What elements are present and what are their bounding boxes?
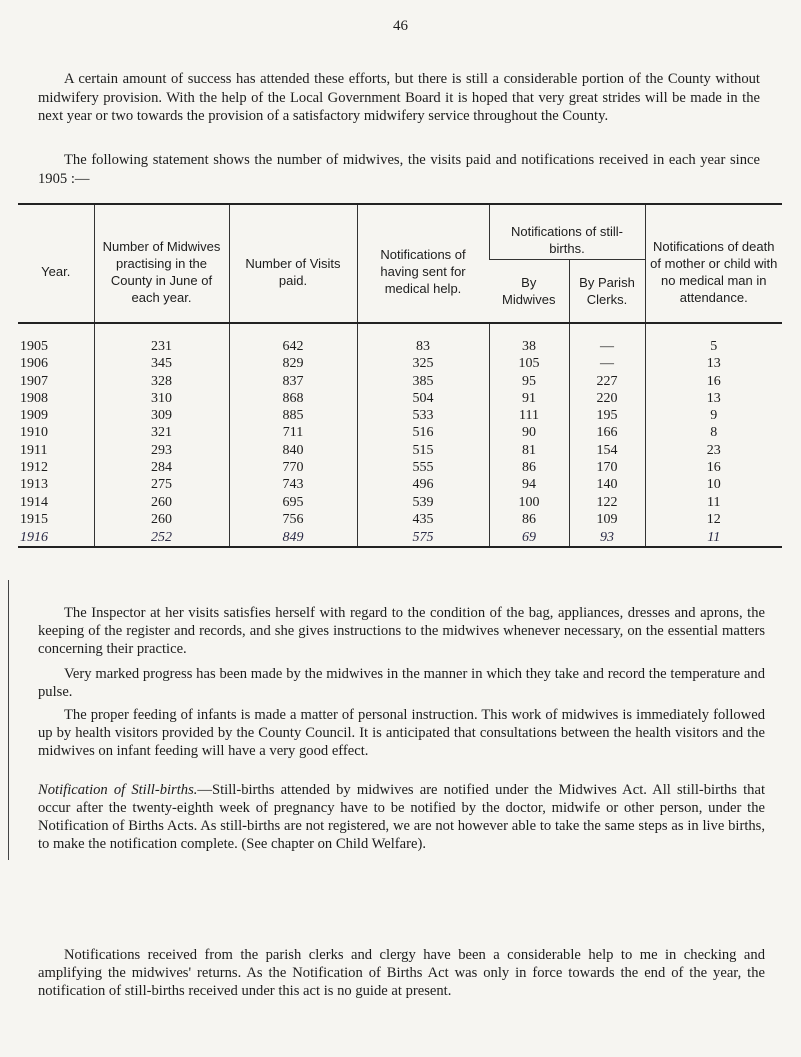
header-still-births: Notifications of still-births.	[489, 204, 645, 260]
cell-year: 1910	[20, 425, 48, 441]
intro-text-1: A certain amount of success has attended these efforts, but there is still a considerable portion of the County without midwifery provision. With the help of the Local Government Board it is hoped that very great strides will be made in the next year or two towards the provision of a satisfactory midwifery service throughout the County.	[38, 71, 760, 124]
cell-by-clerks: 109	[569, 511, 645, 528]
table-row	[18, 373, 782, 390]
paragraph-text: Notifications received from the parish clerks and clergy have been a considerable help to me in checking and amplifying the midwives' returns. As the Notification of Births Act was only in force towards the end of the year, the notification of still-births received under this act is no guide at present.	[38, 947, 765, 1000]
cell-deaths: 11	[645, 494, 782, 511]
cell-deaths: 23	[645, 442, 782, 459]
cell-midwives: 260	[94, 511, 229, 528]
paragraph-progress	[38, 665, 765, 701]
table-row	[18, 424, 782, 441]
cell-by-clerks: 122	[569, 494, 645, 511]
cell-visits: 756	[229, 511, 357, 528]
cell-by-clerks: 195	[569, 407, 645, 424]
cell-deaths: 13	[645, 355, 782, 372]
cell-deaths: 16	[645, 373, 782, 390]
paragraph-parish-clerks	[38, 946, 765, 1001]
cell-medical: 385	[357, 373, 489, 390]
cell-by-clerks: 166	[569, 424, 645, 441]
cell-midwives: 275	[94, 476, 229, 493]
table-row	[18, 476, 782, 493]
cell-midwives: 310	[94, 390, 229, 407]
header-visits: Number of Visits paid.	[229, 204, 357, 323]
notification-text: —Still-births attended by midwives are notified under the Midwives Act. All still-births that occur after the twenty-eighth week of pregnancy have to be notified by the doctor, midwife or other person, under the Notification of Births Acts. As still-births are not registered, we are not however able to take the same steps as in live births, to make the notification complete. (See chapter on Child Welfare).	[38, 781, 765, 853]
cell-visits: 695	[229, 494, 357, 511]
header-by-clerks: By Parish Clerks.	[569, 260, 645, 324]
paragraph-text: Very marked progress has been made by the midwives in the manner in which they take and record the temperature and pulse.	[38, 666, 765, 701]
table-row	[18, 459, 782, 476]
cell-deaths: 16	[645, 459, 782, 476]
cell-medical: 516	[357, 424, 489, 441]
cell-by-midwives: 86	[489, 511, 569, 528]
cell-visits: 829	[229, 355, 357, 372]
cell-by-clerks: —	[569, 355, 645, 372]
hand-deaths: 11	[645, 528, 782, 547]
cell-deaths: 13	[645, 390, 782, 407]
cell-year: 1906	[20, 356, 48, 372]
cell-medical: 533	[357, 407, 489, 424]
hand-by-clerks: 93	[569, 528, 645, 547]
cell-by-midwives: 94	[489, 476, 569, 493]
cell-visits: 743	[229, 476, 357, 493]
cell-deaths: 8	[645, 424, 782, 441]
cell-by-midwives: 105	[489, 355, 569, 372]
cell-by-midwives: 81	[489, 442, 569, 459]
cell-midwives: 293	[94, 442, 229, 459]
cell-visits: 837	[229, 373, 357, 390]
cell-by-clerks: 140	[569, 476, 645, 493]
cell-midwives: 284	[94, 459, 229, 476]
handwritten-row	[18, 528, 782, 547]
table-spacer-row	[18, 323, 782, 338]
handwritten-annotation-line	[38, 761, 765, 781]
table-row	[18, 511, 782, 528]
hand-midwives: 252	[94, 528, 229, 547]
cell-by-midwives: 100	[489, 494, 569, 511]
hand-by-midwives: 69	[489, 528, 569, 547]
cell-medical: 539	[357, 494, 489, 511]
cell-by-clerks: 154	[569, 442, 645, 459]
cell-by-clerks: 227	[569, 373, 645, 390]
cell-visits: 642	[229, 338, 357, 355]
paragraph-inspector	[38, 604, 765, 659]
page-number: 46	[393, 18, 408, 34]
cell-midwives: 260	[94, 494, 229, 511]
cell-year: 1907	[20, 373, 48, 389]
table-row	[18, 355, 782, 372]
cell-year: 1913	[20, 477, 48, 493]
cell-by-clerks: —	[569, 338, 645, 355]
cell-medical: 83	[357, 338, 489, 355]
cell-medical: 504	[357, 390, 489, 407]
table-row	[18, 442, 782, 459]
cell-deaths: 12	[645, 511, 782, 528]
cell-year: 1912	[20, 460, 48, 476]
table-row	[18, 390, 782, 407]
intro-text-2: The following statement shows the number of midwives, the visits paid and notifications received in each year since 1905 :—	[38, 152, 760, 187]
cell-visits: 868	[229, 390, 357, 407]
paragraph-feeding	[38, 706, 765, 853]
cell-by-clerks: 170	[569, 459, 645, 476]
cell-by-midwives: 86	[489, 459, 569, 476]
cell-by-midwives: 95	[489, 373, 569, 390]
cell-year: 1905	[20, 339, 48, 354]
table-row	[18, 338, 782, 355]
cell-medical: 496	[357, 476, 489, 493]
header-by-midwives: By Midwives	[489, 260, 569, 324]
cell-by-midwives: 111	[489, 407, 569, 424]
cell-visits: 885	[229, 407, 357, 424]
cell-medical: 325	[357, 355, 489, 372]
cell-year: 1915	[20, 511, 48, 527]
notification-title: Notification of Still-births.	[38, 781, 198, 798]
cell-deaths: 5	[645, 338, 782, 355]
cell-visits: 840	[229, 442, 357, 459]
cell-midwives: 321	[94, 424, 229, 441]
cell-by-clerks: 220	[569, 390, 645, 407]
midwives-statistics-table	[18, 203, 782, 548]
cell-deaths: 10	[645, 476, 782, 493]
paragraph-text: The proper feeding of infants is made a matter of personal instruction. This work of midwives is immediately followed up by health visitors provided by the County Council. It is anticipated that consultations between the health visitors and the midwives on infant feeding will have a very good effect.	[38, 707, 765, 760]
table-row	[18, 407, 782, 424]
cell-midwives: 345	[94, 355, 229, 372]
header-deaths: Notifications of death of mother or child with no medical man in attendance.	[645, 204, 782, 323]
hand-medical: 575	[357, 528, 489, 547]
cell-year: 1911	[20, 442, 48, 458]
header-year: Year.	[18, 204, 94, 323]
intro-paragraph-1	[38, 70, 760, 126]
paragraph-text: The Inspector at her visits satisfies herself with regard to the condition of the bag, appliances, dresses and aprons, the keeping of the register and records, and she gives instructions to the midwives whenever necessary, on the essential matters concerning their practice.	[38, 605, 765, 658]
hand-year: 1916	[18, 528, 94, 547]
header-medical-help: Notifications of having sent for medical help.	[357, 204, 489, 323]
cell-medical: 435	[357, 511, 489, 528]
cell-medical: 555	[357, 459, 489, 476]
cell-midwives: 231	[94, 338, 229, 355]
cell-visits: 711	[229, 424, 357, 441]
hand-visits: 849	[229, 528, 357, 547]
cell-year: 1909	[20, 408, 48, 424]
cell-by-midwives: 38	[489, 338, 569, 355]
header-midwives: Number of Midwives practising in the County in June of each year.	[94, 204, 229, 323]
cell-visits: 770	[229, 459, 357, 476]
intro-paragraph-2	[38, 151, 760, 188]
cell-midwives: 328	[94, 373, 229, 390]
table-row	[18, 494, 782, 511]
cell-medical: 515	[357, 442, 489, 459]
cell-deaths: 9	[645, 407, 782, 424]
cell-by-midwives: 91	[489, 390, 569, 407]
cell-year: 1908	[20, 390, 48, 406]
margin-pencil-line	[8, 580, 9, 860]
cell-year: 1914	[20, 494, 48, 510]
cell-by-midwives: 90	[489, 424, 569, 441]
cell-midwives: 309	[94, 407, 229, 424]
notification-paragraph	[38, 781, 765, 854]
